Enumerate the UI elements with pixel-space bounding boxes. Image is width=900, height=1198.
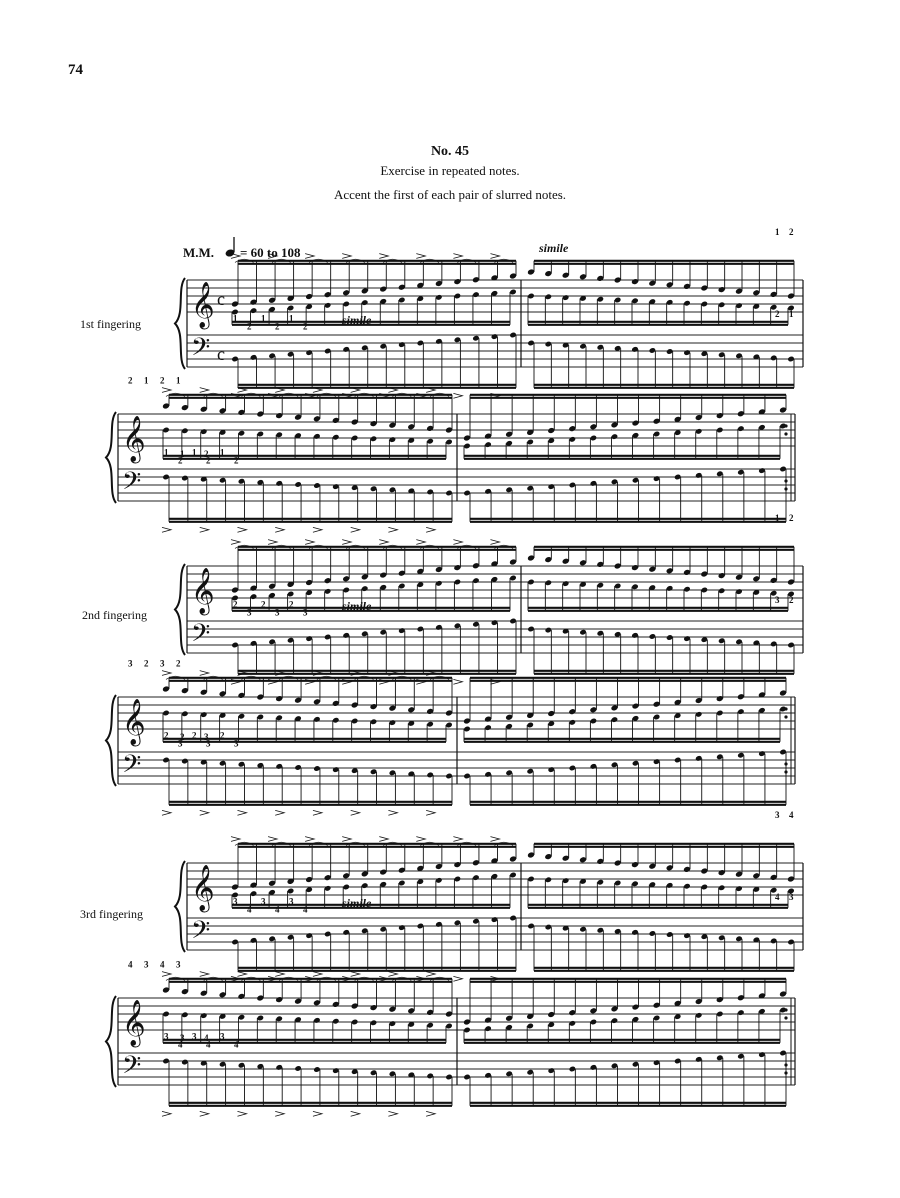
fingering-number: 2 bbox=[247, 321, 252, 332]
score-system bbox=[106, 659, 795, 816]
accent-mark bbox=[200, 972, 209, 977]
accent-mark bbox=[162, 671, 171, 676]
accent-mark bbox=[237, 972, 246, 977]
accent-mark bbox=[351, 1111, 360, 1116]
accent-mark bbox=[231, 540, 240, 545]
fingering-number: 1 bbox=[261, 313, 266, 324]
treble-clef-icon: 𝄞 bbox=[191, 568, 215, 613]
accent-mark bbox=[162, 972, 171, 977]
fingering-number: 3 bbox=[289, 896, 294, 907]
simile-marking: simile bbox=[342, 313, 372, 327]
brace bbox=[106, 996, 116, 1087]
accent-mark bbox=[379, 837, 388, 842]
accent-mark bbox=[426, 972, 435, 977]
bass-clef-icon: 𝄢 bbox=[191, 620, 211, 653]
accent-mark bbox=[162, 527, 171, 532]
treble-clef-icon: 𝄞 bbox=[191, 282, 215, 327]
accent-mark bbox=[490, 837, 499, 842]
brace bbox=[175, 861, 185, 952]
accent-mark bbox=[275, 810, 284, 815]
tempo-marking bbox=[183, 237, 301, 260]
fingering-number: 2 bbox=[178, 455, 183, 466]
accent-mark bbox=[200, 388, 209, 393]
fingering-number: 2 bbox=[289, 599, 294, 610]
accent-mark bbox=[351, 972, 360, 977]
fingering-number: 3 bbox=[247, 607, 252, 618]
fingering-number: 4 bbox=[303, 904, 308, 915]
tempo-prefix: M.M. bbox=[183, 245, 215, 260]
fingering-number: 1 bbox=[164, 447, 169, 458]
repeat-dot bbox=[784, 432, 787, 435]
fingering-number: 4 bbox=[160, 959, 165, 970]
accent-mark bbox=[231, 254, 240, 259]
accent-mark bbox=[342, 837, 351, 842]
accent-mark bbox=[342, 254, 351, 259]
accent-mark bbox=[275, 972, 284, 977]
score-system bbox=[82, 513, 803, 684]
accent-mark bbox=[305, 254, 314, 259]
fingering-number: 1 bbox=[789, 308, 794, 319]
bass-clef-icon: 𝄢 bbox=[191, 334, 211, 367]
accent-mark bbox=[162, 810, 171, 815]
fingering-number: 1 bbox=[233, 313, 238, 324]
accent-mark bbox=[162, 1111, 171, 1116]
fingering-number: 4 bbox=[775, 891, 780, 902]
bass-clef-icon: 𝄢 bbox=[122, 751, 142, 784]
accent-mark bbox=[453, 976, 462, 981]
fingering-number: 2 bbox=[789, 594, 794, 605]
accent-mark bbox=[453, 254, 462, 259]
fingering-number: 1 bbox=[144, 375, 149, 386]
repeat-dot bbox=[784, 715, 787, 718]
accent-mark bbox=[268, 540, 277, 545]
fingering-number: 3 bbox=[220, 1031, 225, 1042]
time-signature: c bbox=[217, 289, 225, 309]
accent-mark bbox=[313, 972, 322, 977]
score-system bbox=[80, 810, 803, 981]
fingering-number: 2 bbox=[204, 449, 209, 460]
fingering-number: 2 bbox=[275, 321, 280, 332]
fingering-number: 2 bbox=[789, 227, 794, 238]
fingering-number: 3 bbox=[775, 594, 780, 605]
fingering-number: 3 bbox=[234, 738, 239, 749]
fingering-number: 2 bbox=[789, 513, 794, 524]
simile-marking: simile bbox=[342, 896, 372, 910]
brace bbox=[175, 564, 185, 655]
accent-mark bbox=[379, 254, 388, 259]
accent-mark bbox=[388, 810, 397, 815]
accent-mark bbox=[453, 679, 462, 684]
exercise-number: No. 45 bbox=[430, 144, 470, 159]
accent-mark bbox=[388, 527, 397, 532]
fingering-number: 3 bbox=[204, 732, 209, 743]
fingering-number: 3 bbox=[261, 896, 266, 907]
score-system bbox=[106, 376, 795, 533]
fingering-number: 3 bbox=[164, 1031, 169, 1042]
bass-clef-icon: 𝄢 bbox=[191, 917, 211, 950]
fingering-number: 3 bbox=[233, 896, 238, 907]
accent-mark bbox=[305, 837, 314, 842]
accent-mark bbox=[275, 1111, 284, 1116]
fingering-label: 1st fingering bbox=[80, 317, 141, 331]
bass-clef-icon: 𝄢 bbox=[122, 468, 142, 501]
fingering-number: 1 bbox=[289, 313, 294, 324]
fingering-number: 3 bbox=[128, 658, 133, 669]
fingering-number: 4 bbox=[275, 904, 280, 915]
fingering-number: 3 bbox=[275, 607, 280, 618]
fingering-number: 2 bbox=[164, 730, 169, 741]
fingering-number: 2 bbox=[233, 599, 238, 610]
simile-marking: simile bbox=[342, 599, 372, 613]
accent-mark bbox=[351, 527, 360, 532]
accent-mark bbox=[200, 1111, 209, 1116]
fingering-label: 3rd fingering bbox=[80, 907, 143, 921]
accent-mark bbox=[426, 810, 435, 815]
page-number: 74 bbox=[68, 62, 83, 78]
fingering-number: 1 bbox=[180, 449, 185, 460]
fingering-number: 3 bbox=[178, 738, 183, 749]
accent-mark bbox=[453, 393, 462, 398]
accent-mark bbox=[351, 810, 360, 815]
fingering-number: 1 bbox=[220, 447, 225, 458]
accent-mark bbox=[416, 540, 425, 545]
accent-mark bbox=[342, 540, 351, 545]
treble-clef-icon: 𝄞 bbox=[191, 865, 215, 910]
fingering-number: 3 bbox=[206, 738, 211, 749]
fingering-number: 4 bbox=[204, 1033, 209, 1044]
fingering-number: 3 bbox=[160, 658, 165, 669]
fingering-number: 2 bbox=[775, 308, 780, 319]
fingering-number: 2 bbox=[234, 455, 239, 466]
fingering-number: 4 bbox=[178, 1039, 183, 1050]
fingering-number: 1 bbox=[192, 447, 197, 458]
treble-clef-icon: 𝄞 bbox=[122, 1000, 146, 1045]
accent-mark bbox=[268, 837, 277, 842]
exercise-subtitle: Exercise in repeated notes. bbox=[380, 163, 520, 178]
accent-mark bbox=[313, 1111, 322, 1116]
fingering-number: 3 bbox=[789, 891, 794, 902]
accent-mark bbox=[313, 527, 322, 532]
fingering-number: 3 bbox=[192, 1031, 197, 1042]
fingering-number: 2 bbox=[180, 732, 185, 743]
accent-mark bbox=[416, 837, 425, 842]
score-systems bbox=[80, 227, 803, 1116]
fingering-number: 2 bbox=[303, 321, 308, 332]
fingering-number: 2 bbox=[192, 730, 197, 741]
accent-mark bbox=[379, 540, 388, 545]
accent-mark bbox=[275, 527, 284, 532]
accent-mark bbox=[162, 388, 171, 393]
fingering-label: 2nd fingering bbox=[82, 608, 147, 622]
tempo-range: = 60 to 108 bbox=[240, 245, 301, 260]
accent-mark bbox=[200, 810, 209, 815]
brace bbox=[175, 278, 185, 369]
accent-mark bbox=[426, 527, 435, 532]
fingering-number: 4 bbox=[234, 1039, 239, 1050]
fingering-number: 3 bbox=[775, 810, 780, 821]
accent-mark bbox=[490, 540, 499, 545]
accent-mark bbox=[453, 837, 462, 842]
accent-mark bbox=[237, 527, 246, 532]
accent-mark bbox=[200, 671, 209, 676]
treble-clef-icon: 𝄞 bbox=[122, 416, 146, 461]
accent-mark bbox=[313, 810, 322, 815]
brace bbox=[106, 695, 116, 786]
fingering-number: 2 bbox=[160, 375, 165, 386]
accent-mark bbox=[453, 540, 462, 545]
fingering-number: 2 bbox=[176, 658, 181, 669]
bass-clef-icon: 𝄢 bbox=[122, 1052, 142, 1085]
fingering-number: 3 bbox=[144, 959, 149, 970]
fingering-number: 2 bbox=[128, 375, 133, 386]
accent-mark bbox=[305, 540, 314, 545]
accent-mark bbox=[426, 1111, 435, 1116]
fingering-number: 2 bbox=[206, 455, 211, 466]
fingering-number: 4 bbox=[206, 1039, 211, 1050]
fingering-number: 2 bbox=[144, 658, 149, 669]
fingering-number: 1 bbox=[176, 375, 181, 386]
fingering-number: 1 bbox=[775, 513, 780, 524]
accent-mark bbox=[416, 254, 425, 259]
fingering-number: 2 bbox=[220, 730, 225, 741]
exercise-instruction: Accent the first of each pair of slurred notes. bbox=[333, 187, 567, 202]
accent-mark bbox=[231, 837, 240, 842]
accent-mark bbox=[388, 972, 397, 977]
treble-clef-icon: 𝄞 bbox=[122, 699, 146, 744]
fingering-number: 3 bbox=[176, 959, 181, 970]
fingering-number: 4 bbox=[247, 904, 252, 915]
accent-mark bbox=[388, 1111, 397, 1116]
fingering-number: 3 bbox=[180, 1033, 185, 1044]
accent-mark bbox=[200, 527, 209, 532]
repeat-dot bbox=[784, 1016, 787, 1019]
time-signature: c bbox=[217, 344, 225, 364]
fingering-number: 1 bbox=[775, 227, 780, 238]
simile-marking: simile bbox=[539, 241, 569, 255]
fingering-number: 4 bbox=[789, 810, 794, 821]
fingering-number: 3 bbox=[303, 607, 308, 618]
accent-mark bbox=[237, 1111, 246, 1116]
accent-mark bbox=[237, 810, 246, 815]
brace bbox=[106, 412, 116, 503]
fingering-number: 2 bbox=[261, 599, 266, 610]
score-system bbox=[106, 960, 795, 1117]
accent-mark bbox=[490, 254, 499, 259]
fingering-number: 4 bbox=[128, 959, 133, 970]
